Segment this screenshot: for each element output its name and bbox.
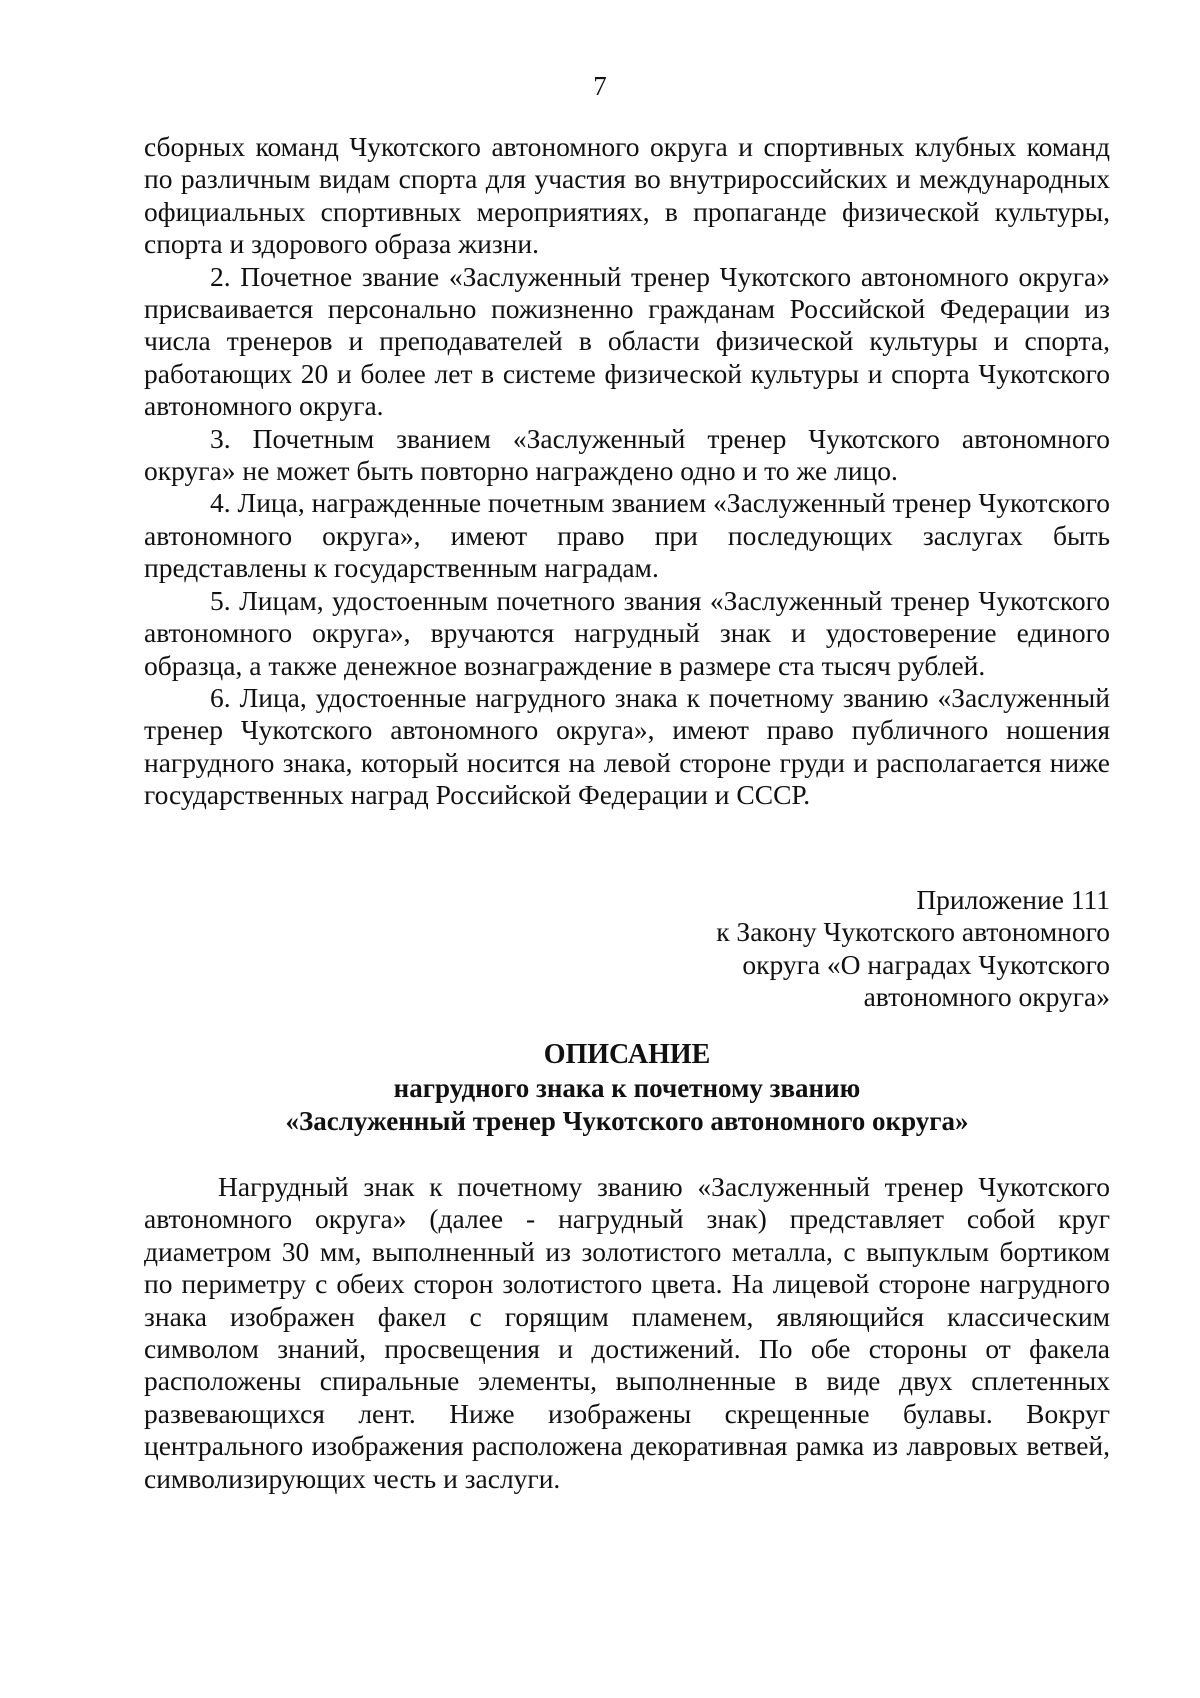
badge-description-paragraph: Нагрудный знак к почетному званию «Заслуженный тренер Чукотского автономного округа» (далее - нагрудный знак) представляет собой круг диаметром 30 мм, выполненный из золотистого металла, с выпуклым бортиком по периметру с обеих сторон золотистого цвета. На лицевой стороне нагрудного знака изображен факел с горящим пламенем, являющийся классическим символом знаний, просвещения и достижений. По обе стороны от факела расположены спиральные элементы, выполненные в виде двух сплетенных развевающихся лент. Ниже изображены скрещенные булавы. Вокруг центрального изображения расположена декоративная рамка из лавровых ветвей, символизирующих честь и заслуги. — [144, 1171, 1110, 1494]
paragraph-item-2: 2. Почетное звание «Заслуженный тренер Чукотского автономного округа» присваивается персонально пожизненно гражданам Российской Федерации из числа тренеров и преподавателей в области физической культуры и спорта, работающих 20 и более лет в системе физической культуры и спорта Чукотского автономного округа. — [144, 260, 1110, 422]
appendix-line: округа «О наградах Чукотского — [742, 948, 1110, 980]
appendix-line: автономного округа» — [863, 981, 1110, 1013]
continuation-paragraph: сборных команд Чукотского автономного округа и спортивных клубных команд по различным видам спорта для участия во внутрироссийских и международных официальных спортивных мероприятиях, в пропаганде физической культуры, спорта и здорового образа жизни. — [144, 131, 1110, 260]
appendix-reference — [590, 884, 1110, 1014]
badge-description-block — [144, 1171, 1110, 1495]
heading-title: ОПИСАНИЕ — [543, 1039, 711, 1070]
paragraph-item-5: 5. Лицам, удостоенным почетного звания «Заслуженный тренер Чукотского автономного округа», вручаются нагрудный знак и удостоверение единого образца, а также денежное вознаграждение в размере ста тысяч рублей. — [144, 584, 1110, 681]
heading-subtitle: «Заслуженный тренер Чукотского автономного округа» — [285, 1106, 969, 1136]
paragraph-item-6: 6. Лица, удостоенные нагрудного знака к почетному званию «Заслуженный тренер Чукотского автономного округа», имеют право публичного ношения нагрудного знака, который носится на левой стороне груди и располагается ниже государственных наград Российской Федерации и СССР. — [144, 681, 1110, 811]
law-text-block — [144, 131, 1110, 812]
page-number: 7 — [593, 71, 607, 101]
appendix-line: Приложение 111 — [916, 884, 1110, 915]
heading-subtitle: нагрудного знака к почетному званию — [393, 1073, 861, 1103]
paragraph-item-4: 4. Лица, награжденные почетным званием «Заслуженный тренер Чукотского автономного округа», имеют право при последующих заслугах быть представлены к государственным наградам. — [144, 487, 1110, 584]
description-heading — [144, 1038, 1110, 1138]
appendix-line: к Закону Чукотского автономного — [716, 916, 1110, 948]
paragraph-item-3: 3. Почетным званием «Заслуженный тренер Чукотского автономного округа» не может быть повторно награждено одно и то же лицо. — [144, 422, 1110, 487]
